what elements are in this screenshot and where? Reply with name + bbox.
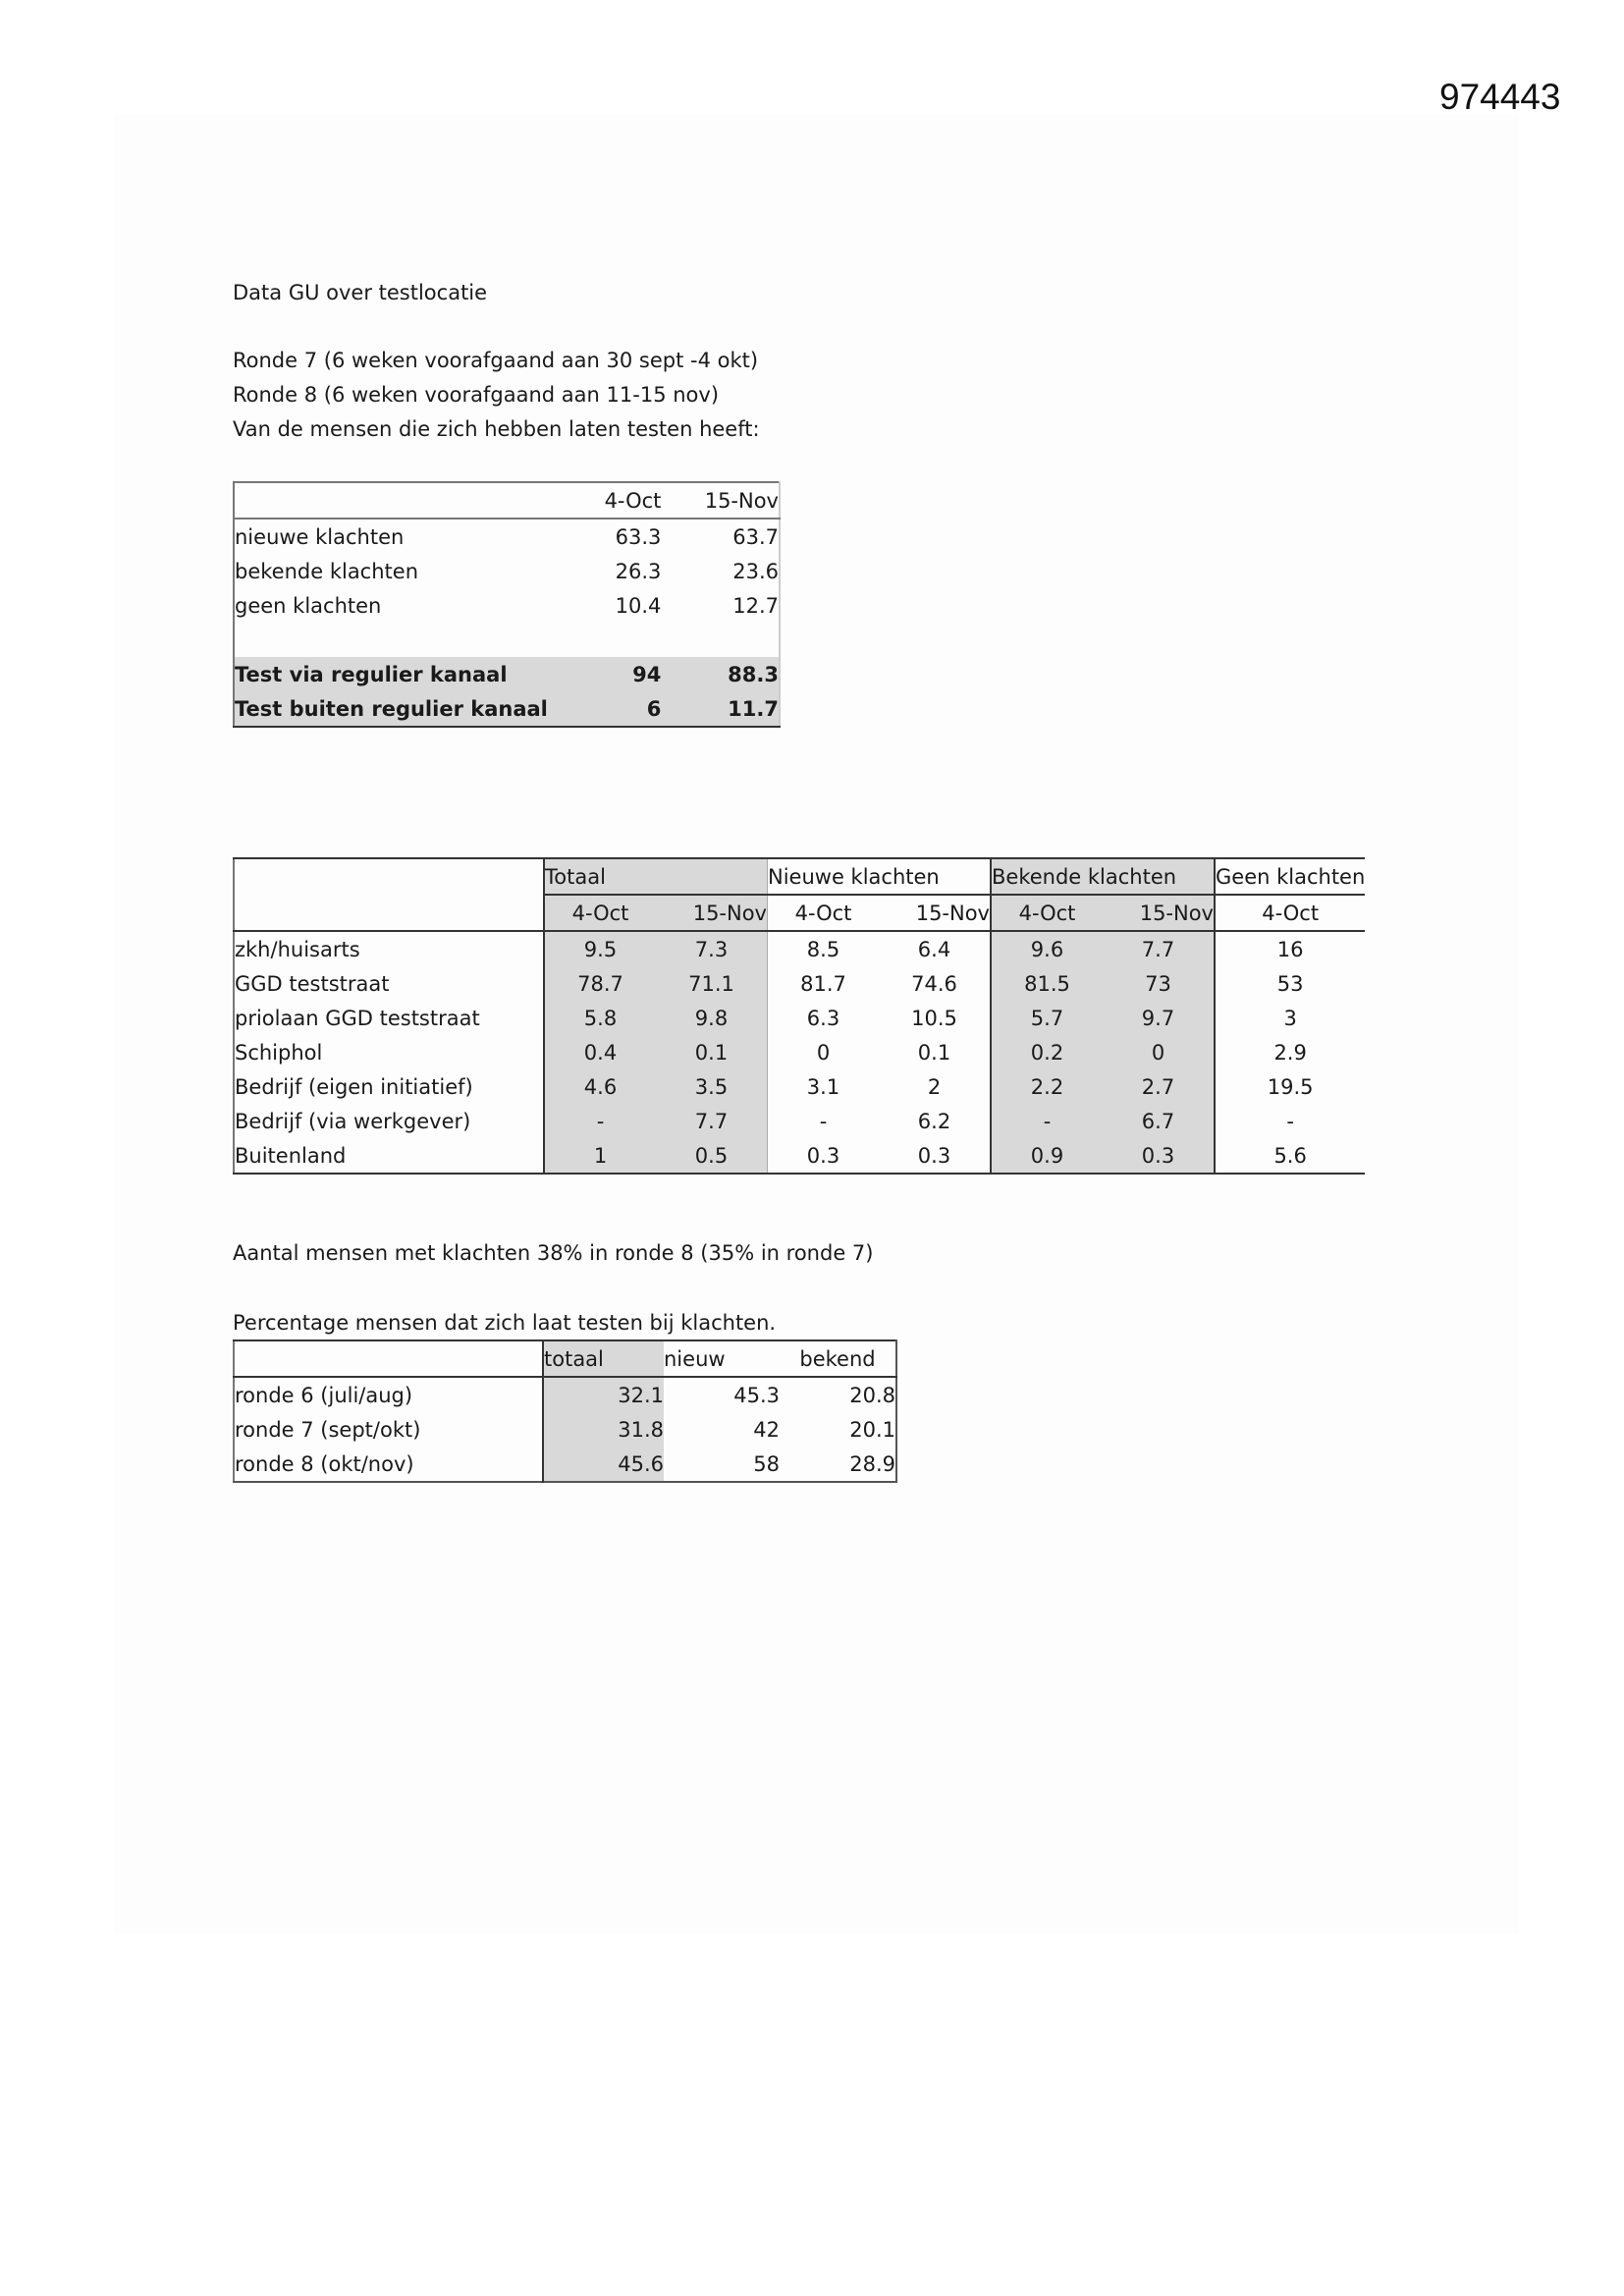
cell: 0.1 (656, 1035, 768, 1069)
intro-line-ronde-8: Ronde 8 (6 weken voorafgaand aan 11-15 nov) (233, 383, 720, 407)
table-row (234, 554, 780, 588)
cell: 8.5 (768, 931, 880, 966)
subheader-nieuw-oct: 4-Oct (768, 895, 880, 931)
table-row (234, 588, 780, 623)
cell-nov: 12.7 (732, 593, 779, 618)
testing-percentage-table (233, 1339, 897, 1483)
table-row-highlight (234, 657, 780, 691)
intro-line-ronde-7: Ronde 7 (6 weken voorafgaand aan 30 sept -4 okt) (233, 349, 759, 372)
cell: 78.7 (544, 966, 656, 1001)
header-empty (234, 1340, 543, 1377)
cell: 7.3 (656, 931, 768, 966)
table-row-spacer (234, 623, 780, 657)
row-label: Schiphol (234, 1035, 544, 1069)
row-label (234, 623, 568, 657)
cell-nieuw: 42 (753, 1417, 780, 1442)
row-label: Bedrijf (eigen initiatief) (234, 1069, 544, 1104)
cell-nov: 63.7 (732, 524, 779, 549)
cell: 5.6 (1215, 1138, 1365, 1174)
cell: 53 (1215, 966, 1365, 1001)
table-row (234, 1377, 896, 1412)
cell: 0 (768, 1035, 880, 1069)
cell-nov (661, 623, 780, 657)
table-header-row (234, 1340, 896, 1377)
table3-caption: Percentage mensen dat zich laat testen bij klachten. (233, 1311, 777, 1335)
header-totaal: totaal (543, 1340, 664, 1377)
row-label: Buitenland (234, 1138, 544, 1174)
row-label: Test buiten regulier kanaal (235, 696, 548, 721)
cell: 3 (1215, 1001, 1365, 1035)
cell: 0.9 (991, 1138, 1103, 1174)
cell: - (544, 1104, 656, 1138)
row-label: zkh/huisarts (234, 931, 544, 966)
table-row (234, 931, 1365, 966)
row-label: Bedrijf (via werkgever) (234, 1104, 544, 1138)
test-location-table (233, 857, 1365, 1175)
subheader-bekend-nov: 15-Nov (1103, 895, 1215, 931)
row-label: ronde 6 (juli/aug) (234, 1377, 543, 1412)
cell-totaal: 32.1 (543, 1377, 664, 1412)
cell: 5.8 (544, 1001, 656, 1035)
cell: 2.2 (991, 1069, 1103, 1104)
table-row (234, 1138, 1365, 1174)
cell: 3.5 (656, 1069, 768, 1104)
cell: 1 (544, 1138, 656, 1174)
cell-oct: 6 (646, 696, 662, 721)
cell-oct: 63.3 (615, 524, 662, 549)
cell: 0.3 (768, 1138, 880, 1174)
header-empty (234, 858, 544, 931)
cell: - (1215, 1104, 1365, 1138)
cell: 2 (927, 1074, 942, 1099)
cell: 9.7 (1103, 1001, 1215, 1035)
cell: 6.2 (917, 1109, 951, 1133)
cell: 73 (1103, 966, 1215, 1001)
table-row (234, 1104, 1365, 1138)
cell: 0.1 (917, 1040, 951, 1065)
table-row (234, 966, 1365, 1001)
cell: 71.1 (656, 966, 768, 1001)
cell: 4.6 (544, 1069, 656, 1104)
group-totaal: Totaal (544, 858, 768, 895)
cell-nov: 23.6 (732, 559, 779, 583)
row-label: ronde 8 (okt/nov) (234, 1447, 543, 1482)
table-row (234, 519, 780, 554)
table-row (234, 1412, 896, 1447)
row-label: bekende klachten (235, 559, 419, 583)
subheader-geen-oct: 4-Oct (1215, 895, 1365, 931)
subheader-nieuw-nov: 15-Nov (879, 895, 991, 931)
document-id: 974443 (1439, 77, 1561, 117)
cell: 0.2 (991, 1035, 1103, 1069)
cell: 0.4 (544, 1035, 656, 1069)
cell: 16 (1215, 931, 1365, 966)
cell: 6.4 (917, 937, 951, 961)
cell-totaal: 31.8 (543, 1412, 664, 1447)
cell: 81.7 (768, 966, 880, 1001)
table-row (234, 1447, 896, 1482)
cell: 9.6 (991, 931, 1103, 966)
cell: 6.7 (1103, 1104, 1215, 1138)
cell: 7.7 (656, 1104, 768, 1138)
cell: - (991, 1104, 1103, 1138)
cell-nov: 11.7 (728, 696, 779, 721)
cell: 0.3 (1103, 1138, 1215, 1174)
cell: 74.6 (911, 971, 957, 996)
row-label: nieuwe klachten (235, 524, 405, 549)
document-title: Data GU over testlocatie (233, 281, 488, 304)
subheader-totaal-nov: 15-Nov (656, 895, 768, 931)
row-label: GGD teststraat (234, 966, 544, 1001)
complaints-table (233, 481, 781, 728)
group-header-row (234, 858, 1365, 895)
cell: 10.5 (911, 1006, 957, 1030)
row-label: ronde 7 (sept/okt) (234, 1412, 543, 1447)
cell-totaal: 45.6 (543, 1447, 664, 1482)
cell-bekend: 20.8 (849, 1383, 895, 1407)
cell-bekend: 28.9 (849, 1451, 895, 1476)
cell: 3.1 (768, 1069, 880, 1104)
cell-nov: 88.3 (728, 662, 779, 686)
table-row (234, 1069, 1365, 1104)
cell-bekend: 20.1 (849, 1417, 895, 1442)
cell: - (768, 1104, 880, 1138)
cell: 7.7 (1103, 931, 1215, 966)
subheader-bekend-oct: 4-Oct (991, 895, 1103, 931)
cell: 2.7 (1103, 1069, 1215, 1104)
group-nieuwe-klachten: Nieuwe klachten (768, 858, 992, 895)
cell-oct: 94 (632, 662, 662, 686)
intro-line-tested: Van de mensen die zich hebben laten testen heeft: (233, 417, 760, 441)
cell: 5.7 (991, 1001, 1103, 1035)
header-bekend: bekend (780, 1340, 896, 1377)
complaints-note: Aantal mensen met klachten 38% in ronde 8 (35% in ronde 7) (233, 1241, 874, 1265)
cell-nieuw: 45.3 (733, 1383, 780, 1407)
header-empty (234, 482, 568, 519)
table-row (234, 1035, 1365, 1069)
group-geen-klachten: Geen klachten (1215, 858, 1365, 895)
cell: 9.8 (656, 1001, 768, 1035)
cell: 0 (1103, 1035, 1215, 1069)
cell-oct (568, 623, 662, 657)
table-header-row (234, 482, 780, 519)
header-15-nov: 15-Nov (661, 482, 780, 519)
cell-oct: 10.4 (615, 593, 662, 618)
cell: 0.3 (917, 1143, 951, 1168)
header-nieuw: nieuw (664, 1340, 780, 1377)
table-row (234, 1001, 1365, 1035)
cell: 6.3 (768, 1001, 880, 1035)
table-row-highlight (234, 691, 780, 727)
cell: 19.5 (1215, 1069, 1365, 1104)
subheader-totaal-oct: 4-Oct (544, 895, 656, 931)
row-label: priolaan GGD teststraat (234, 1001, 544, 1035)
cell: 0.5 (656, 1138, 768, 1174)
row-label: geen klachten (235, 593, 382, 618)
group-bekende-klachten: Bekende klachten (991, 858, 1215, 895)
header-4-oct: 4-Oct (568, 482, 662, 519)
cell-nieuw: 58 (753, 1451, 780, 1476)
cell-oct: 26.3 (615, 559, 662, 583)
row-label: Test via regulier kanaal (235, 662, 508, 686)
cell: 81.5 (991, 966, 1103, 1001)
cell: 9.5 (544, 931, 656, 966)
cell: 2.9 (1215, 1035, 1365, 1069)
